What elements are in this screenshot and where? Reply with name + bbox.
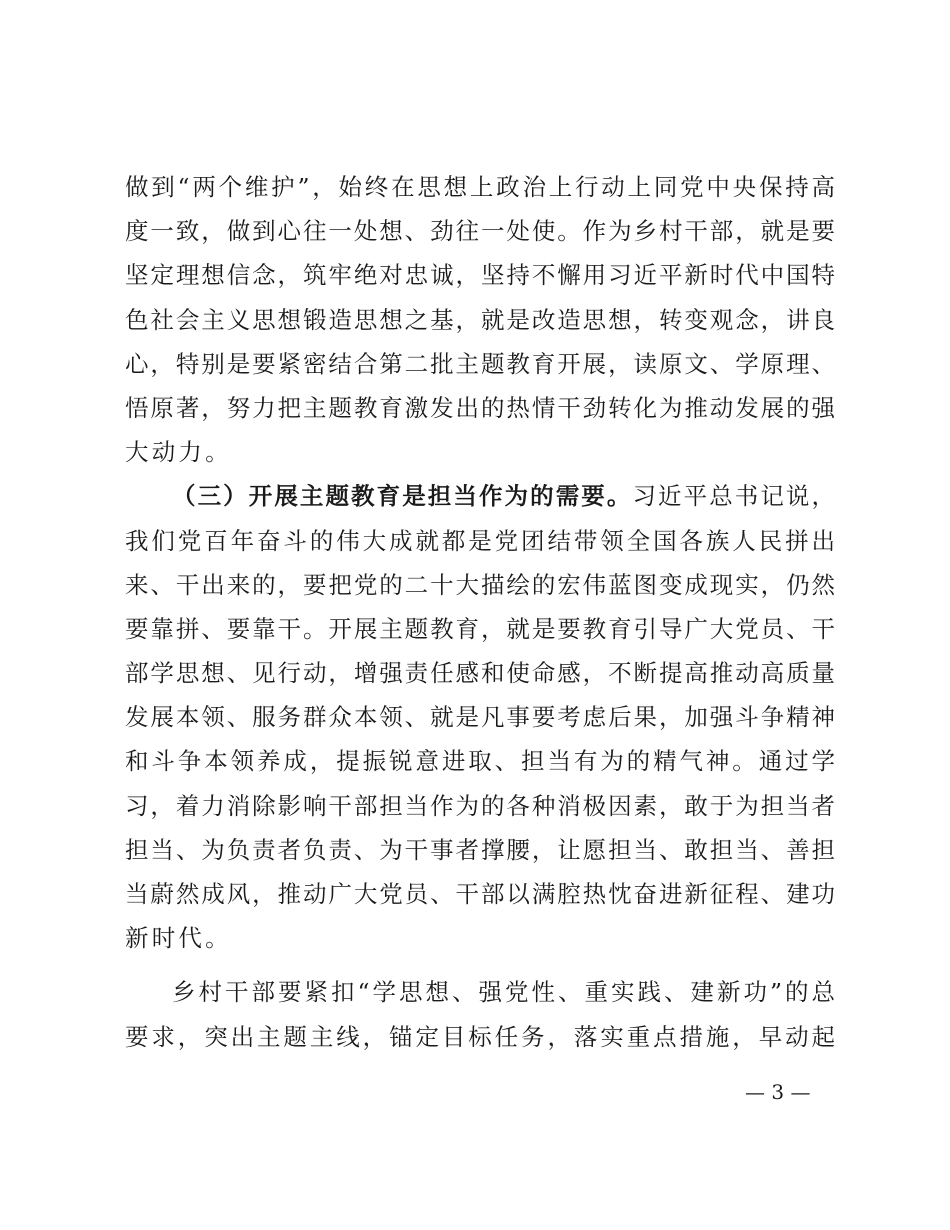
body-text bbox=[125, 165, 835, 1059]
text-line: 当蔚然成风，推动广大党员、干部以满腔热忱奋进新征程、建功 bbox=[125, 880, 835, 908]
text-line: 来、干出来的，要把党的二十大描绘的宏伟蓝图变成现实，仍然 bbox=[125, 570, 835, 599]
text-line: 乡村干部要紧扣“学思想、强党性、重实践、建新功”的总 bbox=[172, 978, 835, 1007]
page-number: — 3 — bbox=[745, 1080, 811, 1104]
text-line bbox=[125, 474, 835, 518]
text-line: 部学思想、见行动，增强责任感和使命感，不断提高推动高质量 bbox=[125, 659, 835, 688]
text-line: 做到“两个维护”，始终在思想上政治上行动上同党中央保持高 bbox=[125, 173, 835, 201]
text-line: 度一致，做到心往一处想、劲往一处使。作为乡村干部，就是要 bbox=[125, 217, 835, 246]
text-line: 和斗争本领养成，提振锐意进取、担当有为的精气神。通过学 bbox=[125, 747, 835, 776]
paragraph-1 bbox=[125, 165, 835, 474]
text-line: 担当、为负责者负责、为干事者撑腰，让愿担当、敢担当、善担 bbox=[125, 835, 835, 864]
heading-rest: 习近平总书记说， bbox=[632, 482, 835, 511]
text-line: 习，着力消除影响干部担当作为的各种消极因素，敢于为担当者 bbox=[125, 791, 835, 820]
text-line: 发展本领、服务群众本领、就是凡事要考虑后果，加强斗争精神 bbox=[125, 703, 835, 732]
paragraph-2 bbox=[125, 474, 835, 960]
paragraph-3 bbox=[125, 970, 835, 1058]
text-line: 坚定理想信念，筑牢绝对忠诚，坚持不懈用习近平新时代中国特 bbox=[125, 261, 835, 290]
text-line: 要求，突出主题主线，锚定目标任务，落实重点措施，早动起 bbox=[125, 1022, 835, 1051]
text-line: 要靠拼、要靠干。开展主题教育，就是要教育引导广大党员、干 bbox=[125, 614, 835, 643]
text-line: 我们党百年奋斗的伟大成就都是党团结带领全国各族人民拼出 bbox=[125, 526, 835, 555]
text-line: 新时代。 bbox=[125, 924, 232, 953]
text-line: 色社会主义思想锻造思想之基，就是改造思想，转变观念，讲良 bbox=[125, 305, 835, 334]
text-line: 悟原著，努力把主题教育激发出的热情干劲转化为推动发展的强 bbox=[125, 393, 835, 422]
paragraph-gap bbox=[125, 960, 835, 970]
text-line: 心，特别是要紧密结合第二批主题教育开展，读原文、学原理、 bbox=[125, 349, 835, 378]
text-line: 大动力。 bbox=[125, 438, 232, 467]
section-heading: （三）开展主题教育是担当作为的需要。 bbox=[172, 482, 633, 511]
